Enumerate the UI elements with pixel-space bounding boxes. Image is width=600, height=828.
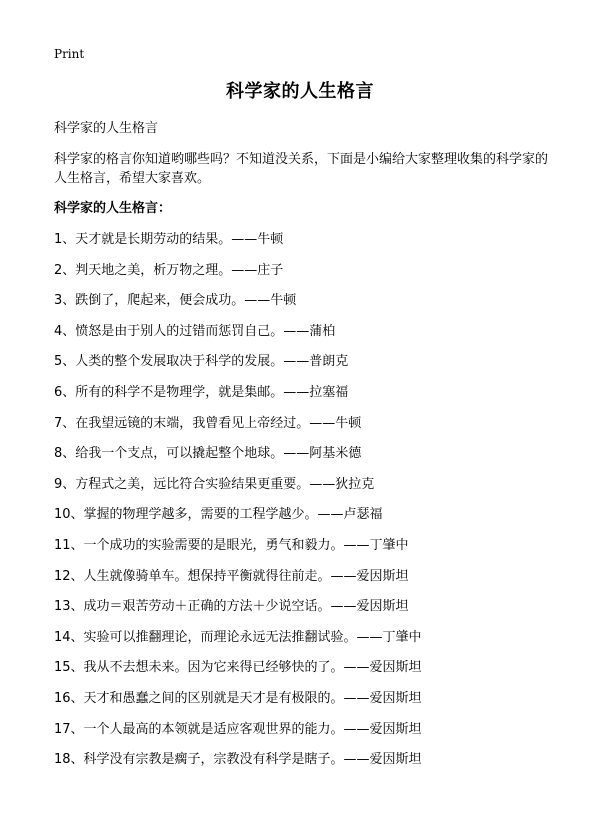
quote-item: 5、人类的整个发展取决于科学的发展。——普朗克 — [54, 354, 349, 370]
quote-item: 6、所有的科学不是物理学，就是集邮。——拉塞福 — [54, 384, 349, 400]
quote-item: 7、在我望远镜的末端，我曾看见上帝经过。——牛顿 — [54, 415, 362, 431]
quote-item: 10、掌握的物理学越多，需要的工程学越少。——卢瑟福 — [54, 507, 383, 523]
quote-item: 4、愤怒是由于别人的过错而惩罚自己。——蒲柏 — [54, 323, 336, 339]
page-title: 科学家的人生格言 — [226, 81, 374, 102]
quote-item: 2、判天地之美，析万物之理。——庄子 — [54, 262, 284, 278]
quote-item: 1、天才就是长期劳动的结果。——牛顿 — [54, 232, 284, 247]
quote-item: 18、科学没有宗教是瘸子，宗教没有科学是瞎子。——爱因斯坦 — [54, 752, 422, 768]
quote-item: 15、我从不去想未来。因为它来得已经够快的了。——爱因斯坦 — [54, 660, 422, 676]
quote-item: 16、天才和愚蠢之间的区别就是天才是有极限的。——爱因斯坦 — [54, 690, 422, 706]
quote-item: 8、给我一个支点，可以撬起整个地球。——阿基米德 — [54, 446, 362, 462]
quote-item: 12、人生就像骑单车。想保持平衡就得往前走。——爱因斯坦 — [54, 568, 409, 584]
intro-paragraph: 科学家的格言你知道哟哪些吗？不知道没关系，下面是小编给大家整理收集的科学家的人生格言，希望大家喜欢。 — [54, 152, 549, 186]
quote-item: 11、一个成功的实验需要的是眼光，勇气和毅力。——丁肇中 — [54, 537, 409, 553]
quote-list — [54, 231, 574, 782]
section-heading: 科学家的人生格言： — [54, 201, 172, 216]
quote-item: 9、方程式之美，远比符合实验结果更重要。——狄拉克 — [54, 476, 375, 492]
print-label: Print — [54, 47, 85, 61]
quote-item: 3、跌倒了，爬起来，便会成功。——牛顿 — [54, 293, 297, 309]
quote-item: 13、成功＝艰苦劳动＋正确的方法＋少说空话。——爱因斯坦 — [54, 599, 409, 615]
subtitle: 科学家的人生格言 — [54, 121, 159, 136]
quote-item: 14、实验可以推翻理论，而理论永远无法推翻试验。——丁肇中 — [54, 629, 422, 645]
quote-item: 17、一个人最高的本领就是适应客观世界的能力。——爱因斯坦 — [54, 721, 422, 737]
